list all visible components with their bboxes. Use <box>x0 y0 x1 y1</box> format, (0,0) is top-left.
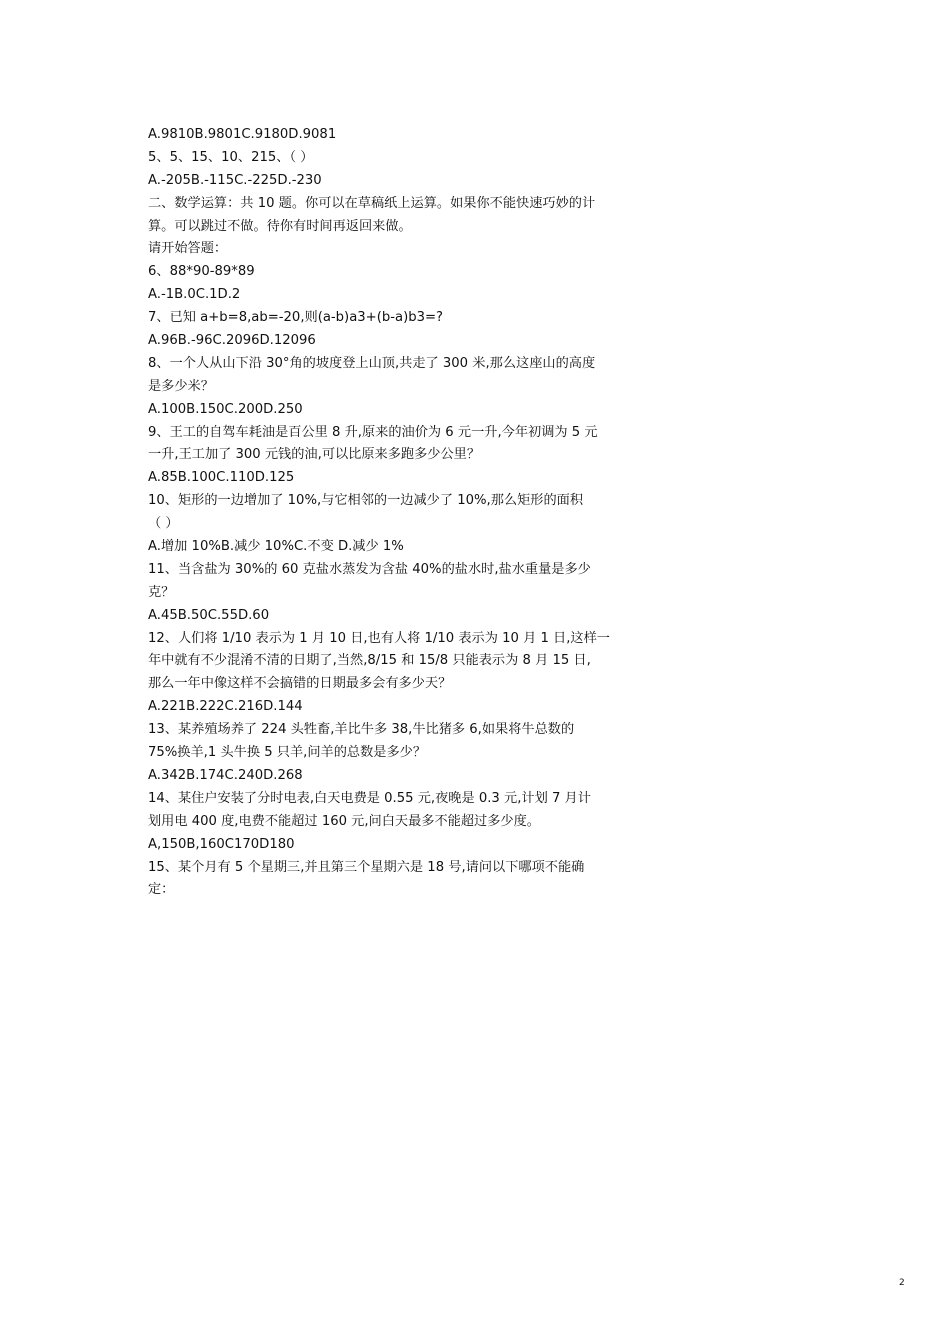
text-line: 是多少米？ <box>148 378 214 394</box>
text-line: 75%换羊,1 头牛换 5 只羊,问羊的总数是多少？ <box>148 745 427 761</box>
text-line: A.-205B.-115C.-225D.-230 <box>148 172 322 188</box>
text-line: A.342B.174C.240D.268 <box>148 767 303 783</box>
text-line: 一升,王工加了 300 元钱的油,可以比原来多跑多少公里？ <box>148 447 481 463</box>
text-line: 6、88*90-89*89 <box>148 264 255 280</box>
text-line: 那么一年中像这样不会搞错的日期最多会有多少天？ <box>148 676 452 692</box>
text-line: 定： <box>148 882 175 898</box>
text-line: 15、某个月有 5 个星期三,并且第三个星期六是 18 号,请问以下哪项不能确 <box>148 859 585 875</box>
text-line: 划用电 400 度,电费不能超过 160 元,问白天最多不能超过多少度。 <box>148 813 540 829</box>
text-line: 12、人们将 1/10 表示为 1 月 10 日,也有人将 1/10 表示为 10 月 1 日,这样一 <box>148 630 610 646</box>
text-line: 二、数学运算：共 10 题。你可以在草稿纸上运算。如果你不能快速巧妙的计 <box>148 195 596 211</box>
text-line: A.85B.100C.110D.125 <box>148 470 295 486</box>
text-line: A.-1B.0C.1D.2 <box>148 287 241 303</box>
text-line: 克？ <box>148 584 175 600</box>
text-line: 7、已知 a+b=8,ab=-20,则(a-b)a3+(b-a)b3=? <box>148 310 444 326</box>
page-number: 2 <box>899 1278 905 1288</box>
text-line: 8、一个人从山下沿 30°角的坡度登上山顶,共走了 300 米,那么这座山的高度 <box>148 355 596 371</box>
text-line: A.45B.50C.55D.60 <box>148 607 270 623</box>
text-line: 10、矩形的一边增加了 10%,与它相邻的一边减少了 10%,那么矩形的面积 <box>148 493 584 509</box>
text-line: 9、王工的自驾车耗油是百公里 8 升,原来的油价为 6 元一升,今年初调为 5 元 <box>148 424 598 440</box>
text-line: 11、当含盐为 30%的 60 克盐水蒸发为含盐 40%的盐水时,盐水重量是多少 <box>148 561 591 577</box>
document-text <box>148 124 628 902</box>
text-line: A.增加 10%B.减少 10%C.不变 D.减少 1% <box>148 539 404 555</box>
text-line: A.96B.-96C.2096D.12096 <box>148 333 316 349</box>
text-line: A.9810B.9801C.9180D.9081 <box>148 127 337 142</box>
text-line: 14、某住户安装了分时电表,白天电费是 0.55 元,夜晚是 0.3 元,计划 7 月计 <box>148 790 591 806</box>
text-line: A.221B.222C.216D.144 <box>148 699 303 715</box>
text-line: A,150B,160C170D180 <box>148 836 295 852</box>
text-line: 13、某养殖场养了 224 头牲畜,羊比牛多 38,牛比猪多 6,如果将牛总数的 <box>148 722 575 738</box>
text-line: 请开始答题： <box>148 241 228 257</box>
text-line: 算。可以跳过不做。待你有时间再返回来做。 <box>148 218 412 234</box>
text-line: 年中就有不少混淆不清的日期了,当然,8/15 和 15/8 只能表示为 8 月 15 日, <box>148 653 591 669</box>
text-line: （ ） <box>148 516 179 532</box>
text-line: 5、5、15、10、215、（ ） <box>148 149 314 165</box>
text-line: A.100B.150C.200D.250 <box>148 401 303 417</box>
